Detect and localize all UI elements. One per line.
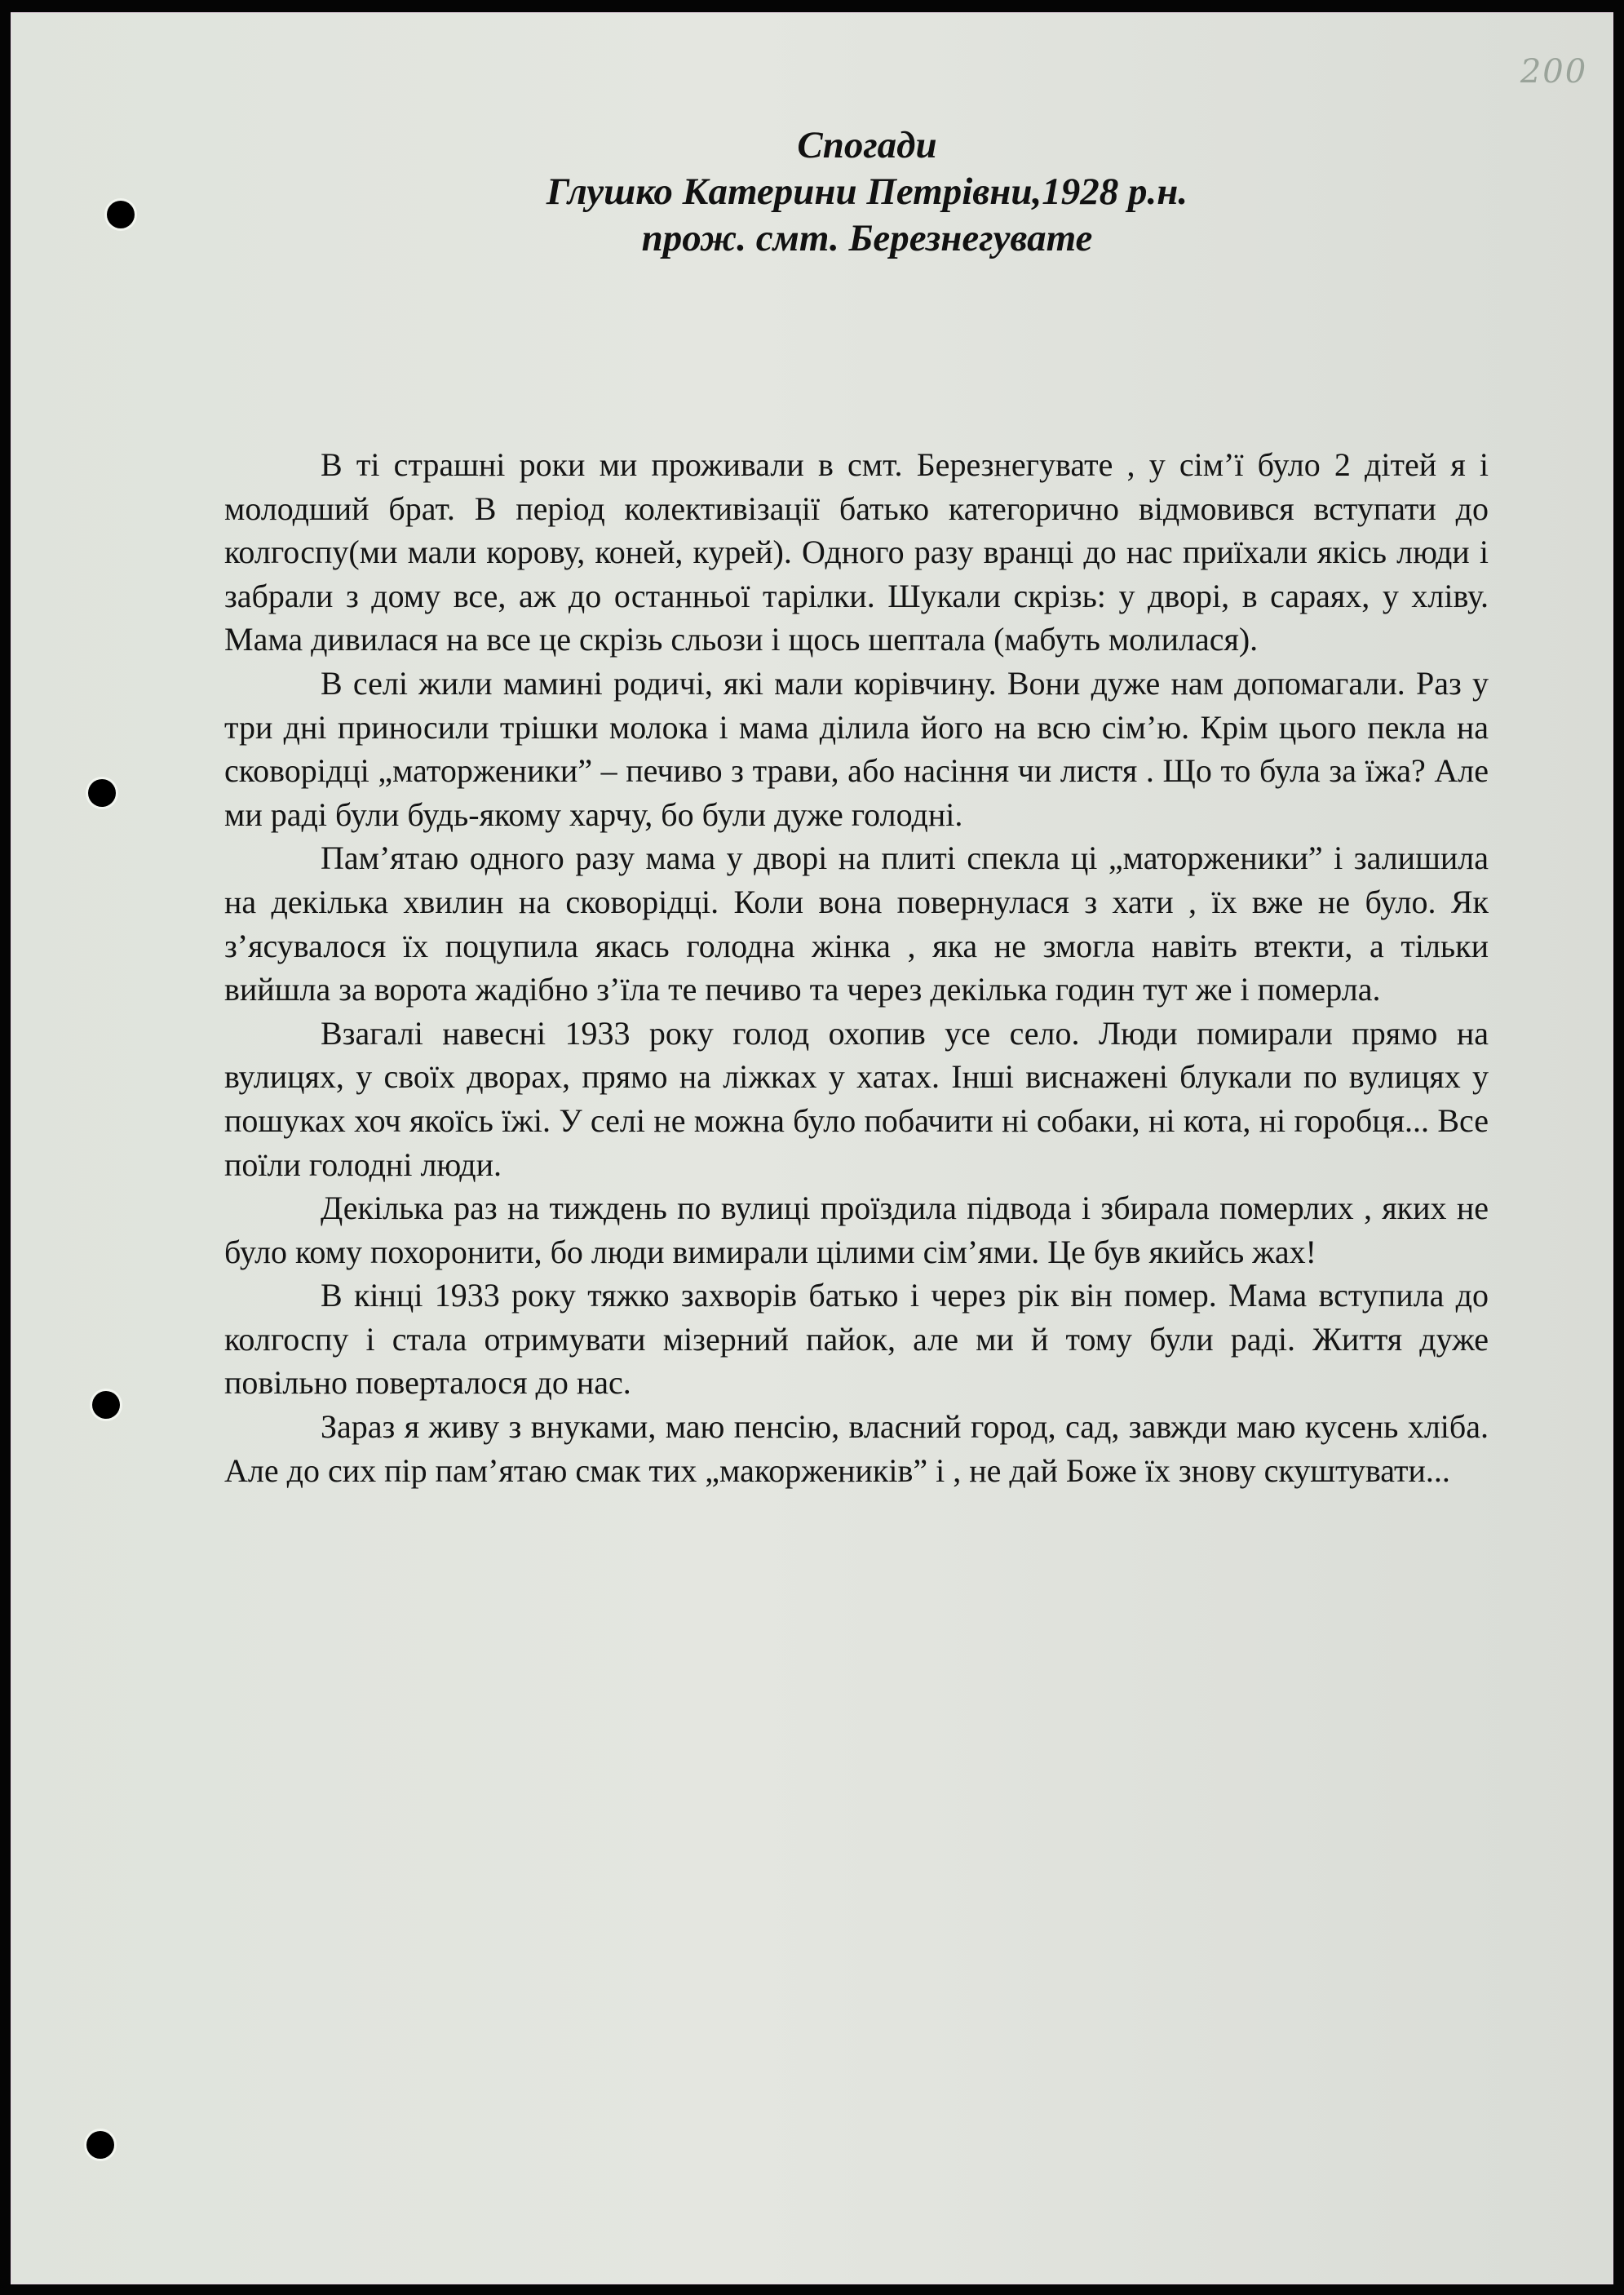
- paragraph: В ті страшні роки ми проживали в смт. Березнегувате , у сім’ї було 2 дітей я і молодший брат. В період колективізації батько категорично відмовився вступати до колгоспу(ми мали корову, коней, курей). Одного разу вранці до нас приїхали якісь люди і забрали з дому все, аж до останньої тарілки. Шукали скрізь: у дворі, в сараях, у хліву. Мама дивилася на все це скрізь сльози і щось шептала (мабуть молилася).: [224, 446, 1489, 658]
- paragraph: Пам’ятаю одного разу мама у дворі на плиті спекла ці „маторженики” і залишила на декілька хвилин на сковорідці. Коли вона повернулася з хати , їх вже не було. Як з’ясувалося їх поцупила якась голодна жінка , яка не змогла навіть втекти, а тільки вийшла за ворота жадібно з’їла те печиво та через декілька годин тут же і померла.: [224, 840, 1489, 1008]
- document-body: [224, 443, 1489, 1492]
- punch-hole: [88, 779, 116, 807]
- paragraph: Декілька раз на тиждень по вулиці проїздила підвода і збирала померлих , яких не було кому похоронити, бо люди вимирали цілими сім’ями. Це був якийсь жах!: [224, 1190, 1489, 1270]
- punch-hole: [107, 201, 135, 228]
- paragraph: Взагалі навесні 1933 року голод охопив усе село. Люди помирали прямо на вулицях, у своїх дворах, прямо на ліжках у хатах. Інші виснажені блукали по вулицях у пошуках хоч якоїсь їжі. У селі не можна було побачити ні собаки, ні кота, ні горобця... Все поїли голодні люди.: [224, 1014, 1489, 1183]
- handwritten-page-number: 200: [1520, 53, 1588, 91]
- paragraph: В селі жили мамині родичі, які мали корівчину. Вони дуже нам допомагали. Раз у три дні приносили трішки молока і мама ділила його на всю сім’ю. Крім цього пекла на сковорідці „маторженики” – печиво з трави, або насіння чи листя . Що то була за їжа? Але ми раді були будь-якому харчу, бо були дуже голодні.: [224, 664, 1489, 833]
- title-line: прож. смт. Березнегувате: [641, 217, 1093, 259]
- punch-hole: [92, 1391, 120, 1419]
- paragraph: В кінці 1933 року тяжко захворів батько і через рік він помер. Мама вступила до колгоспу і стала отримувати мізерний пайок, але ми й тому були раді. Життя дуже повільно поверталося до нас.: [224, 1277, 1489, 1402]
- title-line: Глушко Катерини Петрівни,1928 р.н.: [546, 171, 1188, 213]
- punch-hole: [86, 2131, 114, 2159]
- document-title: [255, 122, 1479, 262]
- paragraph: Зараз я живу з внуками, маю пенсію, власний город, сад, завжди маю кусень хліба. Але до сих пір пам’ятаю смак тих „макорженикiв” і , не дай Боже їх знову скуштувати...: [224, 1408, 1489, 1489]
- title-line: Спогади: [797, 124, 937, 166]
- document-page: [11, 12, 1613, 2284]
